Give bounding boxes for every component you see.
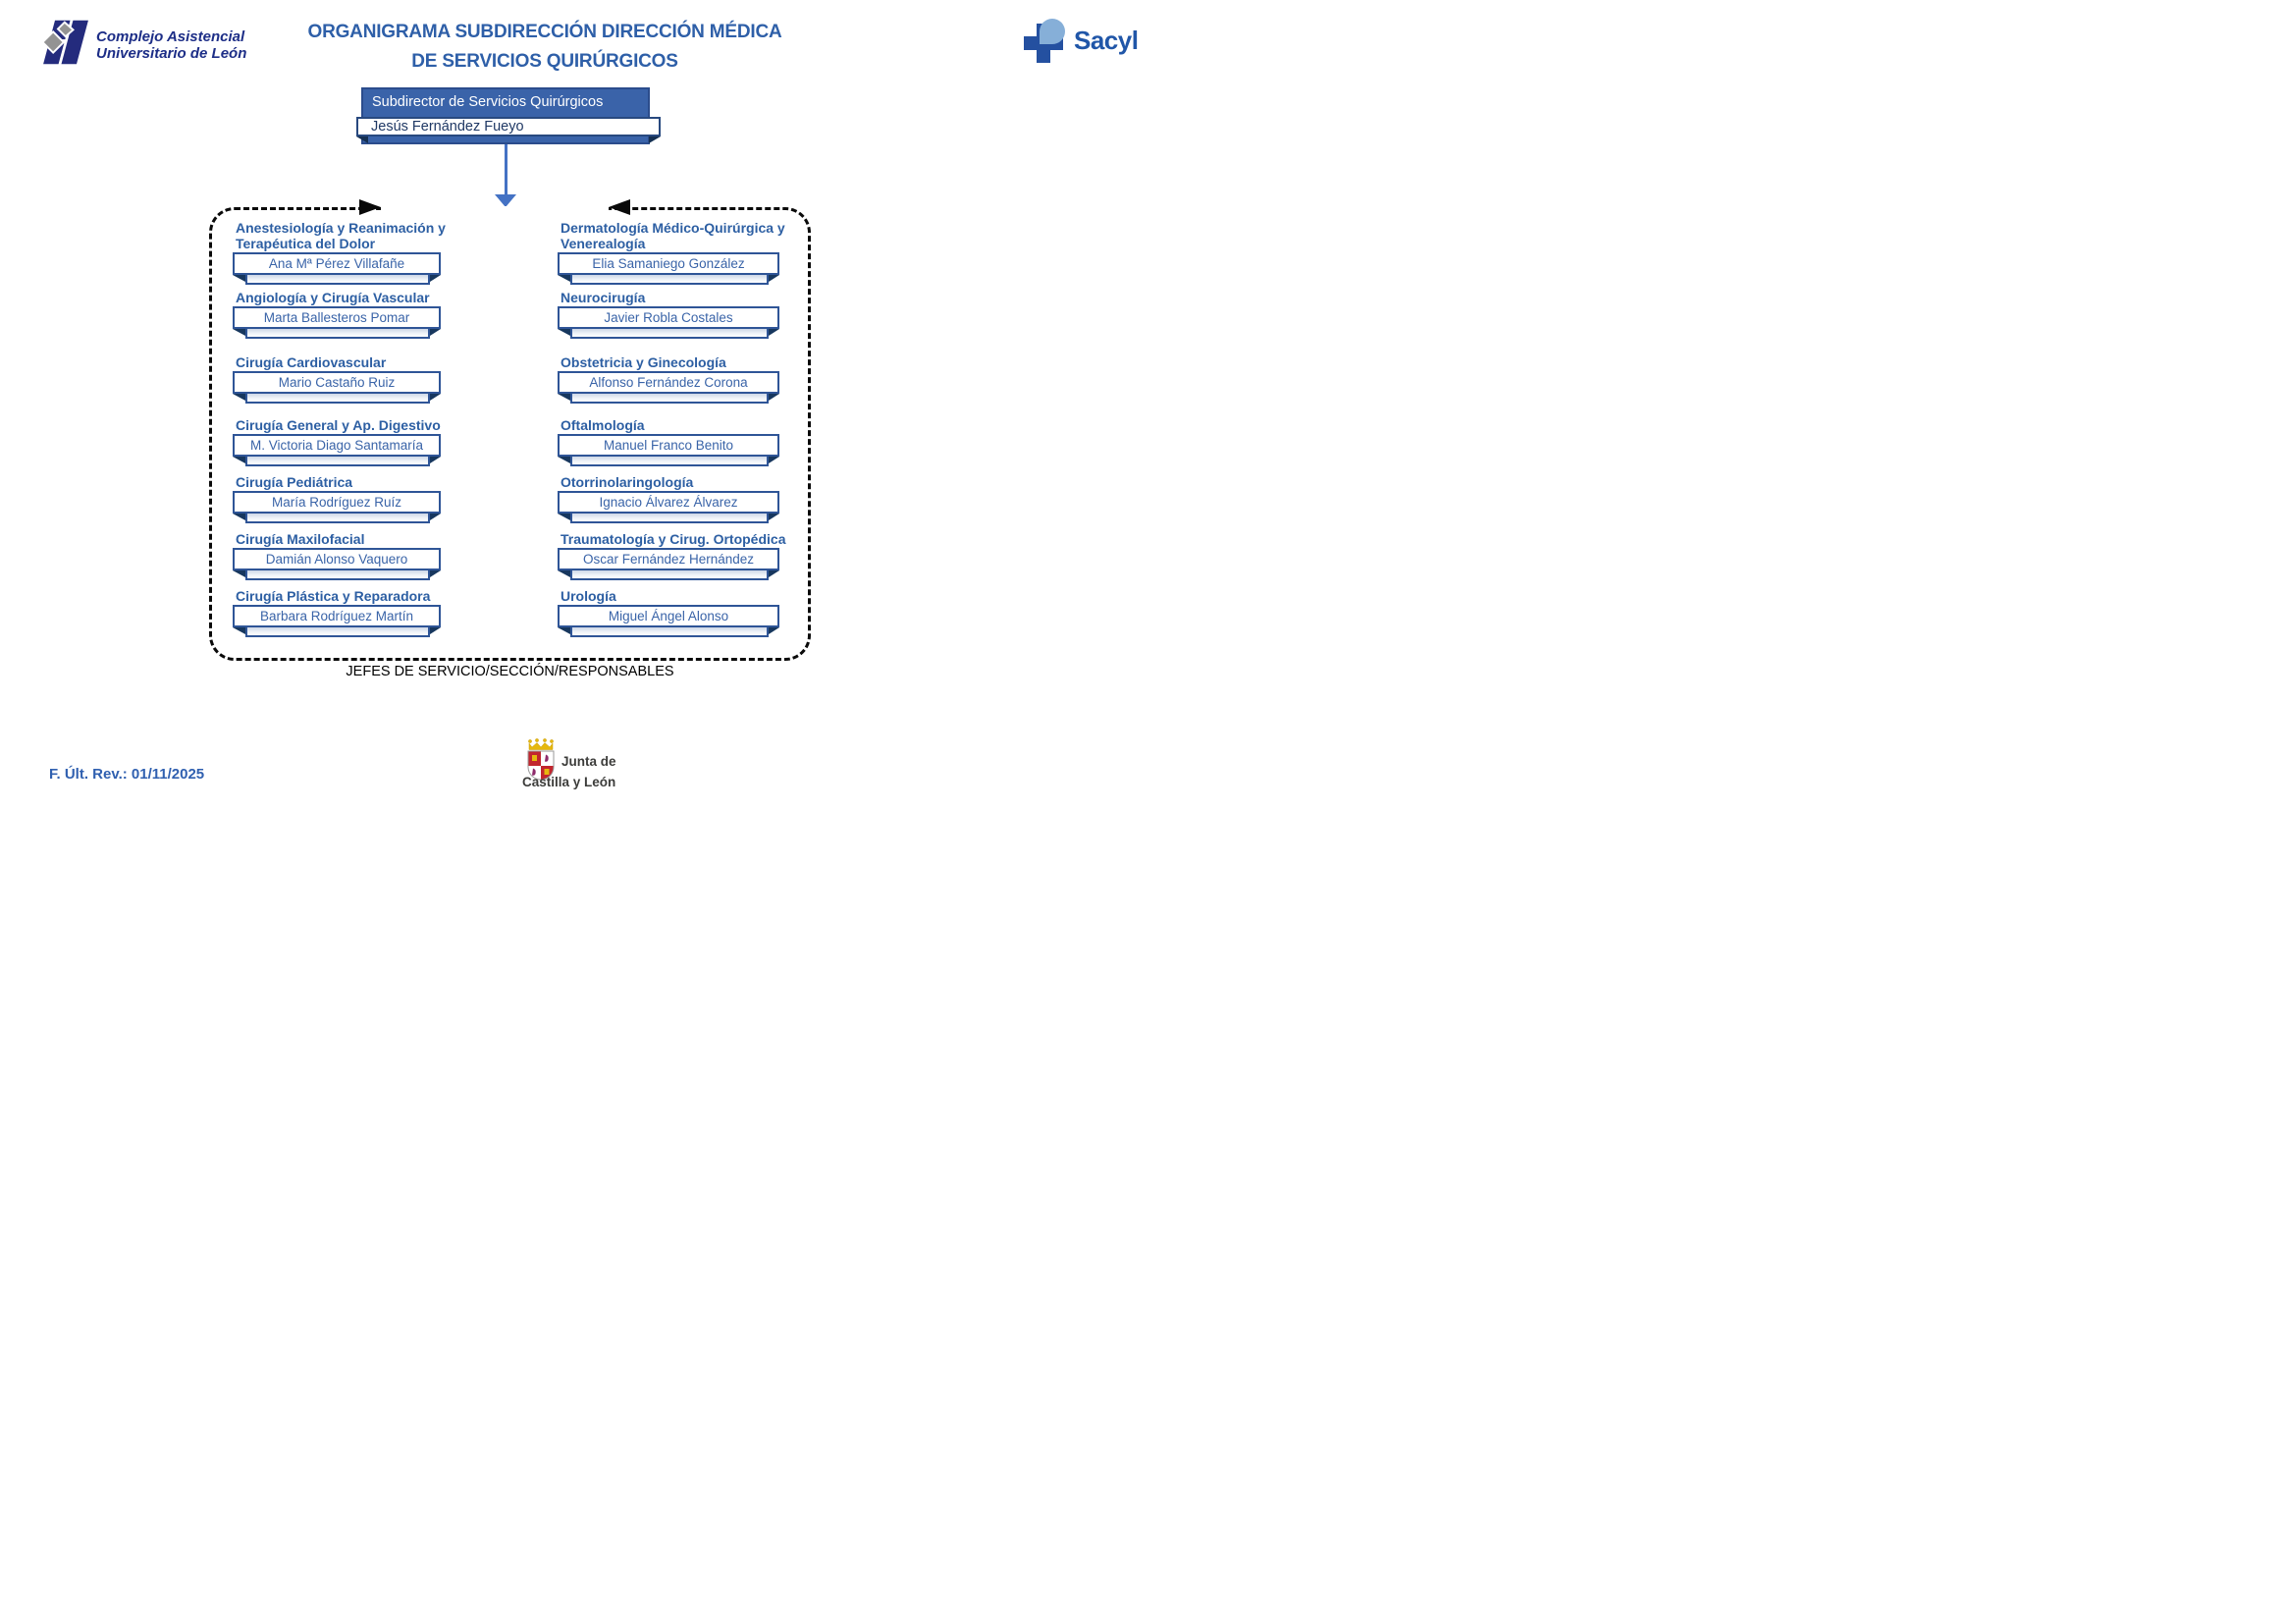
connector-line [505,144,507,194]
name-plate-ribbon [245,329,430,339]
service-dept-label: Neurocirugía [561,290,646,305]
ribbon-fold [430,627,441,634]
ribbon-fold [558,394,570,401]
name-plate-ribbon [570,514,769,523]
service-dept-label: Traumatología y Cirug. Ortopédica [561,531,786,547]
chief-name-plate [233,434,441,466]
name-plate-ribbon [570,394,769,404]
ribbon-fold [558,275,570,282]
root-name-plate: Jesús Fernández Fueyo [356,117,661,136]
service-item [558,290,779,339]
service-dept-label: Cirugía Pediátrica [236,474,353,490]
chief-name-plate [233,491,441,523]
hospital-logo-text: Complejo Asistencial Universitario de León [96,27,247,62]
chief-name-plate [233,371,441,404]
name-plate-ribbon [570,457,769,466]
chief-name: Ignacio Álvarez Álvarez [599,495,738,510]
hospital-logo-icon [27,16,88,74]
service-item [558,417,779,466]
ribbon-fold [558,627,570,634]
service-dept-label: Cirugía Maxilofacial [236,531,365,547]
ribbon-fold [769,329,779,336]
ribbon-fold [233,627,245,634]
sacyl-logo [1021,16,1138,74]
ribbon-fold [233,457,245,463]
ribbon-fold [430,329,441,336]
ribbon-fold [649,136,661,143]
name-plate-ribbon [570,329,769,339]
name-plate-ribbon [245,275,430,285]
name-plate-ribbon [245,457,430,466]
chief-name: Alfonso Fernández Corona [589,375,748,390]
ribbon-fold [356,136,368,143]
root-box [361,87,650,144]
ribbon-fold [233,329,245,336]
page-title: ORGANIGRAMA SUBDIRECCIÓN DIRECCIÓN MÉDICA DE SERVICIOS QUIRÚRGICOS [307,22,782,72]
ribbon-fold [769,394,779,401]
service-dept-label: Obstetricia y Ginecología [561,354,726,370]
chief-name-plate [558,548,779,580]
service-dept-label: Otorrinolaringología [561,474,694,490]
chief-name-plate [233,605,441,637]
group-label: JEFES DE SERVICIO/SECCIÓN/RESPONSABLES [346,664,674,679]
ribbon-fold [769,514,779,520]
ribbon-fold [558,329,570,336]
chief-name-plate [558,491,779,523]
dashed-arrow-left-icon [609,199,630,215]
chief-name: Oscar Fernández Hernández [582,552,755,567]
ribbon-fold [769,570,779,577]
ribbon-fold [233,394,245,401]
service-item [233,474,441,523]
chief-name: M. Victoria Diago Santamaría [249,438,424,453]
service-item [558,588,779,637]
service-item [233,588,441,637]
service-item [233,290,441,339]
name-plate-ribbon [245,570,430,580]
frame-top-gap [381,206,609,213]
name-plate-ribbon [245,394,430,404]
service-dept-label: Cirugía Cardiovascular [236,354,387,370]
ribbon-fold [233,275,245,282]
hospital-logo [27,16,246,74]
chief-name-plate [558,252,779,285]
service-item [558,474,779,523]
chief-name: Marta Ballesteros Pomar [263,310,410,325]
org-chart-page [0,0,1148,812]
ribbon-fold [233,514,245,520]
chief-name: Miguel Ángel Alonso [608,609,729,623]
ribbon-fold [233,570,245,577]
chief-name: Mario Castaño Ruiz [278,375,396,390]
chief-name: Ana Mª Pérez Villafañe [268,256,405,271]
chief-name: Elia Samaniego González [592,256,745,271]
service-item [233,354,441,404]
chief-name-plate [558,605,779,637]
service-item [233,417,441,466]
service-dept-label: Cirugía General y Ap. Digestivo [236,417,441,433]
service-dept-label: Cirugía Plástica y Reparadora [236,588,431,604]
ribbon-fold [430,275,441,282]
chief-name-plate [233,252,441,285]
chief-name-plate [558,434,779,466]
ribbon-fold [558,514,570,520]
chief-name-plate [233,306,441,339]
name-plate-ribbon [245,627,430,637]
service-item [233,531,441,580]
service-dept-label: Oftalmología [561,417,645,433]
sacyl-wordmark: Sacyl [1074,26,1139,55]
chief-name: María Rodríguez Ruíz [271,495,402,510]
revision-date-label: F. Últ. Rev.: 01/11/2025 [49,766,205,783]
chief-name-plate [233,548,441,580]
sacyl-cross-icon [1021,16,1070,74]
chief-name: Javier Robla Costales [604,310,733,325]
name-plate-ribbon [570,570,769,580]
ribbon-fold [558,457,570,463]
chief-name: Barbara Rodríguez Martín [259,609,414,623]
service-dept-label: Dermatología Médico-Quirúrgica y Venerealogía [561,220,785,251]
ribbon-fold [558,570,570,577]
ribbon-fold [769,627,779,634]
service-dept-label: Angiología y Cirugía Vascular [236,290,430,305]
ribbon-fold [430,457,441,463]
ribbon-fold [769,457,779,463]
chief-name: Damián Alonso Vaquero [265,552,408,567]
service-dept-label: Urología [561,588,616,604]
junta-logo [522,738,634,795]
service-item [233,220,446,285]
name-plate-ribbon [570,275,769,285]
service-dept-label: Anestesiología y Reanimación y Terapéutica del Dolor [236,220,446,251]
dashed-arrow-right-icon [359,199,381,215]
ribbon-fold [430,514,441,520]
service-item [558,531,786,580]
chief-name-plate [558,306,779,339]
name-plate-ribbon [570,627,769,637]
junta-logo-text-line1: Junta de [561,754,616,769]
service-item [558,354,779,404]
ribbon-fold [769,275,779,282]
chief-name-plate [558,371,779,404]
ribbon-fold [430,570,441,577]
ribbon-fold [430,394,441,401]
name-plate-ribbon [245,514,430,523]
root-role-label: Subdirector de Servicios Quirúrgicos [372,94,604,110]
service-item [558,220,785,285]
junta-logo-text-line2: Castilla y León [522,775,616,789]
chief-name: Manuel Franco Benito [603,438,734,453]
